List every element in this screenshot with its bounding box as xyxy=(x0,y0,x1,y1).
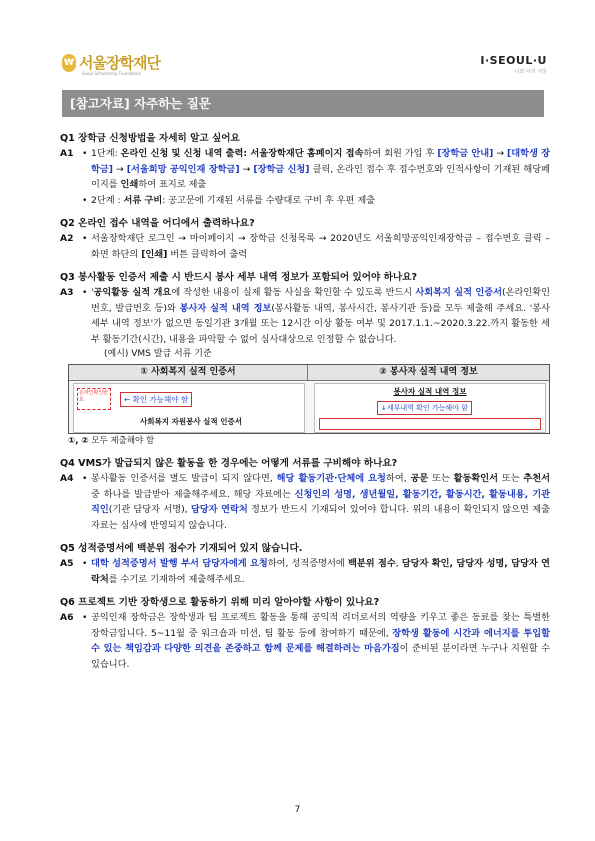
answer-2: A2 • 서울장학재단 로그인 → 마이페이지 → 장학금 신청목록 → 2020년도 서울희망공익인재장학금 – 접수번호 클릭 – 화면 하단의 [인쇄] 버튼 클릭하여 출력 xyxy=(60,231,550,262)
volunteer-record-info xyxy=(314,383,546,433)
example-caption: (예시) VMS 발급 서류 기준 xyxy=(104,349,212,359)
answer-label: A1 xyxy=(60,148,74,159)
bullet-icon: • xyxy=(82,612,88,623)
image-1-note: ← 확인 가능해야 함 xyxy=(120,392,192,407)
image-2-note: ↓세부내역 확인 가능해야 함 xyxy=(377,401,472,415)
answer-label: A4 xyxy=(60,473,74,484)
bullet-icon: • xyxy=(82,233,88,244)
answer-label: A5 xyxy=(60,558,74,569)
confirmation-number-box: 온라인확인번호 xyxy=(77,388,111,410)
question-2: Q2 온라인 접수 내역을 어디에서 출력하나요? xyxy=(60,218,255,229)
bullet-icon: • xyxy=(82,473,88,484)
answer-label: A6 xyxy=(60,612,74,623)
question-3: Q3 봉사활동 인증서 제출 시 반드시 봉사 세부 내역 정보가 포함되어 있어야 하나요? xyxy=(60,272,418,283)
seoul-logo-text: I·SEOUL·U xyxy=(480,54,547,67)
faq-content xyxy=(60,132,550,672)
image-2-header: ② 봉사자 실적 내역 정보 xyxy=(308,365,549,381)
detail-table-row xyxy=(319,418,541,430)
bullet-icon: • xyxy=(82,558,88,569)
social-welfare-certificate xyxy=(73,383,305,433)
question-1: Q1 장학금 신청방법을 자세히 알고 싶어요 xyxy=(60,133,240,144)
bullet-icon: • xyxy=(82,148,88,159)
bullet-icon: • xyxy=(82,194,88,206)
answer-4: A4 • 봉사활동 인증서를 별도 발급이 되지 않다면, 해당 활동기관·단체에 요청하여, 공문 또는 활동확인서 또는 추천서 중 하나를 발급받아 제출해주세요. 해당 자료에는 신청인의 성명, 생년월일, 활동기간, 활동시간, 활동내용, 기관 직인(기관 담당자 서명), 담당자 연락처 정보가 반드시 기재되어 있어야 합니다. 위의 내용이 확인되지 않으면 제출자료는 심사에 반영되지 않습니다. xyxy=(60,471,550,533)
page-header xyxy=(62,52,547,78)
seoul-logo-subtitle: 너와 나의 서울 xyxy=(514,69,547,75)
question-5: Q5 성적증명서에 백분위 점수가 기재되어 있지 않습니다. xyxy=(60,543,303,554)
answer-1: A1 • 1단계: 온라인 신청 및 신청 내역 출력: 서울장학재단 홈페이지 접속하여 회원 가입 후 [장학금 안내] → [대학생 장학금] → [서울희망 공익인재 장학금] → [장학금 신청] 클릭, 온라인 접수 후 접수번호와 인적사항이 기재된 해당페이지를 인쇄하여 표지로 제출 xyxy=(60,146,550,193)
question-6: Q6 프로젝트 기반 장학생으로 활동하기 위해 미리 알아야할 사항이 있나요? xyxy=(60,597,380,608)
image-1-title: 사회복지 자원봉사 실적 인증서 xyxy=(140,417,243,426)
answer-6: A6 • 공익인재 장학금은 장학생과 팀 프로젝트 활동을 통해 공익적 리더로서의 역량을 키우고 좋은 동료를 찾는 특별한 장학금입니다. 5~11월 중 워크숍과 미션, 팀 활동 등에 참여하기 때문에, 장학생 활동에 시간과 에너지를 투입할 수 있는 책임감과 다양한 의견을 존중하고 함께 문제를 해결하려는 마음가짐이 준비된 분이라면 누구나 지원할 수 있습니다. xyxy=(60,610,550,672)
answer-label: A2 xyxy=(60,233,74,244)
logo-subtitle: Seoul Scholarship Foundation xyxy=(82,71,142,76)
answer-1-step-2: • 2단계 : 서류 구비: 공고문에 기재된 서류를 수량대로 구비 후 우편 제출 xyxy=(82,193,550,209)
answer-5: A5 • 대학 성적증명서 발행 부서 담당자에게 요청하여, 성적증명서에 백분위 점수, 담당자 확인, 담당자 성명, 담당자 연락처를 수기로 기재하여 제출해주세요. xyxy=(60,556,550,587)
coin-icon: ₩ xyxy=(62,54,76,72)
logo-text: 서울장학재단 xyxy=(79,54,160,72)
answer-3: A3 • '공익활동 실적 개요에 작성한 내용이 실제 활동 사실을 확인할 수 있도록 반드시 사회복지 실적 인증서(온라인확인번호, 발급번호 등)와 봉사자 실적 내역 정보(봉사활동 내역, 봉사시간, 봉사기관 등)를 모두 제출해 주세요. '봉사 세부 내역 정보'가 없으면 동일기관 3개월 또는 12시간 이상 활동 여부 및 2017.1.1.~2020.3.22.까지 활동한 세부 활동기간(시간), 내용을 파악할 수 없어 심사대상으로 인정할 수 없습니다. xyxy=(60,285,550,347)
section-banner: [참고자료] 자주하는 질문 xyxy=(62,90,544,117)
vms-example-image xyxy=(68,364,550,434)
image-note: ①, ② 모두 제출해야 함 xyxy=(68,436,155,446)
foundation-logo xyxy=(62,52,160,73)
bullet-icon: • xyxy=(82,287,88,298)
image-2-title: 봉사자 실적 내역 정보 xyxy=(393,387,467,396)
answer-label: A3 xyxy=(60,287,74,298)
question-4: Q4 VMS가 발급되지 않은 활동을 한 경우에는 어떻게 서류를 구비해야 하나요? xyxy=(60,458,398,469)
image-1-header: ① 사회복지 실적 인증서 xyxy=(69,365,308,381)
page-number: 7 xyxy=(294,805,301,815)
seoul-logo xyxy=(480,54,547,75)
